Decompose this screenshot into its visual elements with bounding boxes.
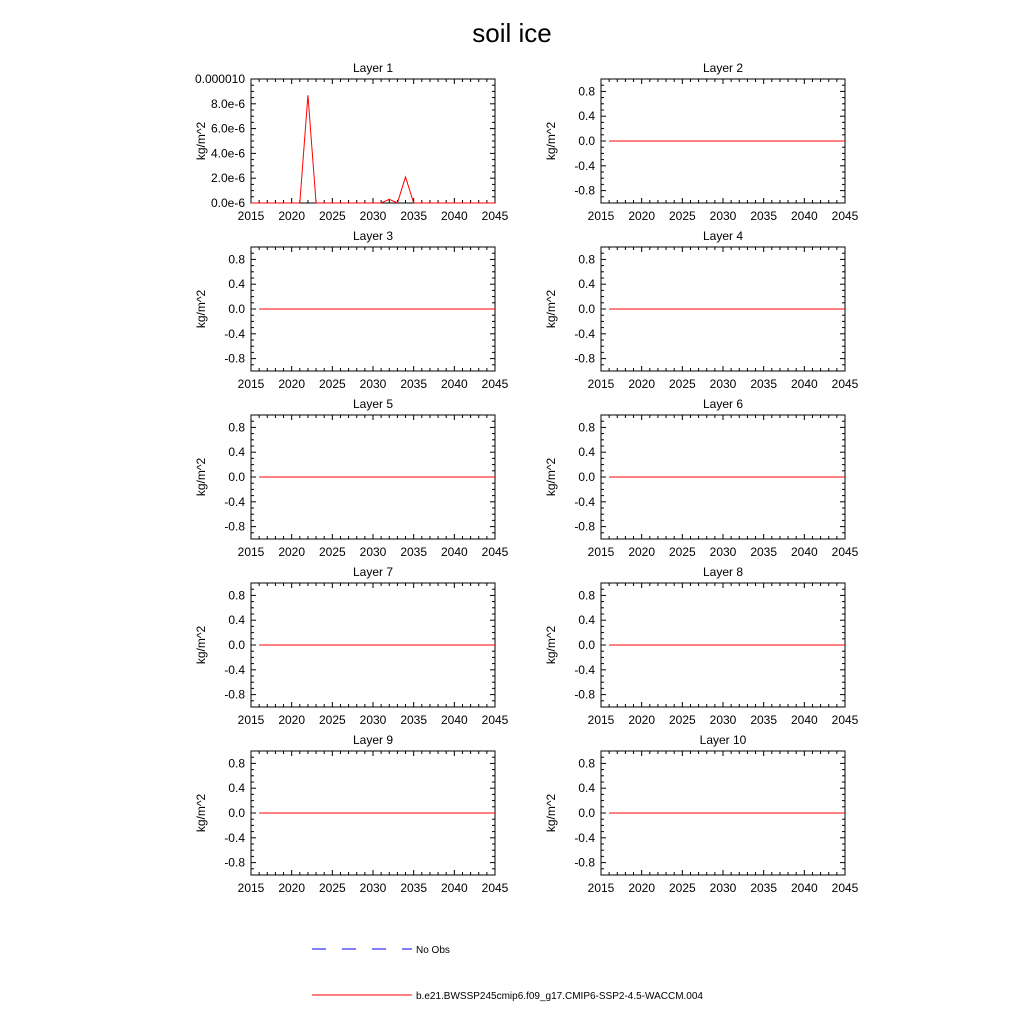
y-tick-label: -0.4 — [574, 326, 595, 341]
y-tick-label: -0.8 — [574, 687, 595, 702]
panel-layer-3 — [194, 229, 509, 391]
y-tick-label: -0.4 — [574, 158, 595, 173]
y-tick-label: 0.8 — [228, 420, 245, 435]
x-tick-label: 2035 — [400, 881, 428, 895]
x-tick-label: 2030 — [359, 713, 387, 727]
x-tick-label: 2020 — [278, 545, 306, 559]
x-tick-label: 2030 — [359, 545, 387, 559]
x-tick-label: 2020 — [278, 377, 306, 391]
x-tick-label: 2030 — [709, 881, 737, 895]
x-tick-label: 2015 — [237, 881, 265, 895]
y-axis-label: kg/m^2 — [544, 625, 558, 665]
y-tick-label: 0.4 — [228, 613, 245, 628]
x-tick-label: 2025 — [318, 377, 346, 391]
x-tick-label: 2025 — [668, 713, 696, 727]
y-axis-label: kg/m^2 — [544, 289, 558, 329]
plot-frame — [251, 79, 495, 203]
y-tick-label: 0.8 — [578, 84, 595, 99]
y-tick-label: 0.8 — [578, 252, 595, 267]
y-tick-label: -0.4 — [574, 830, 595, 845]
x-tick-label: 2040 — [440, 713, 468, 727]
x-tick-label: 2025 — [318, 881, 346, 895]
x-tick-label: 2025 — [668, 377, 696, 391]
panels — [194, 61, 859, 895]
y-tick-label: 0.0 — [578, 806, 595, 820]
legend-obs-label: No Obs — [416, 945, 450, 956]
x-tick-label: 2030 — [359, 377, 387, 391]
x-tick-label: 2035 — [750, 713, 778, 727]
panel-layer-2 — [544, 61, 859, 223]
x-tick-label: 2040 — [790, 377, 818, 391]
x-tick-label: 2020 — [278, 209, 306, 223]
x-tick-label: 2025 — [318, 545, 346, 559]
x-tick-label: 2025 — [668, 881, 696, 895]
x-tick-label: 2015 — [237, 209, 265, 223]
x-tick-label: 2015 — [237, 545, 265, 559]
y-tick-label: 0.4 — [578, 445, 595, 460]
y-tick-label: -0.8 — [574, 351, 595, 366]
x-tick-label: 2025 — [318, 713, 346, 727]
y-tick-label: -0.8 — [574, 183, 595, 198]
y-tick-label: 0.8 — [228, 756, 245, 771]
y-tick-label: 0.0 — [228, 806, 245, 820]
y-tick-label: -0.8 — [574, 519, 595, 534]
y-tick-label: 0.000010 — [194, 72, 245, 86]
x-tick-label: 2020 — [628, 881, 656, 895]
panel-title: Layer 9 — [352, 733, 394, 747]
y-tick-label: 0.8 — [578, 420, 595, 435]
panel-layer-10 — [544, 733, 859, 895]
y-tick-label: 4.0e-6 — [210, 146, 245, 161]
y-tick-label: 0.4 — [228, 277, 245, 292]
x-tick-label: 2035 — [750, 545, 778, 559]
x-tick-label: 2030 — [709, 377, 737, 391]
y-axis-label: kg/m^2 — [194, 121, 208, 161]
figure-title: soil ice — [472, 18, 552, 48]
x-tick-label: 2040 — [440, 209, 468, 223]
panel-layer-9 — [194, 733, 509, 895]
y-axis-label: kg/m^2 — [194, 793, 208, 833]
x-tick-label: 2015 — [237, 713, 265, 727]
x-tick-label: 2045 — [481, 377, 509, 391]
y-tick-label: 0.4 — [578, 781, 595, 796]
y-tick-label: 0.0 — [578, 302, 595, 316]
y-tick-label: -0.8 — [224, 687, 245, 702]
y-tick-label: 0.4 — [228, 781, 245, 796]
x-tick-label: 2020 — [628, 377, 656, 391]
panel-layer-8 — [544, 565, 859, 727]
x-tick-label: 2015 — [587, 881, 615, 895]
x-tick-label: 2025 — [668, 209, 696, 223]
x-tick-label: 2040 — [440, 545, 468, 559]
y-axis-label: kg/m^2 — [194, 625, 208, 665]
panel-layer-6 — [544, 397, 859, 559]
y-tick-label: 0.0 — [228, 638, 245, 652]
y-tick-label: -0.4 — [224, 830, 245, 845]
y-tick-label: 6.0e-6 — [210, 121, 245, 136]
x-tick-label: 2035 — [750, 209, 778, 223]
y-tick-label: 0.0 — [578, 470, 595, 484]
x-tick-label: 2040 — [790, 209, 818, 223]
x-tick-label: 2020 — [628, 209, 656, 223]
y-tick-label: 0.0 — [578, 134, 595, 148]
panel-title: Layer 2 — [702, 61, 744, 75]
y-tick-label: -0.8 — [224, 519, 245, 534]
y-axis-label: kg/m^2 — [544, 121, 558, 161]
panel-layer-4 — [544, 229, 859, 391]
x-tick-label: 2020 — [628, 713, 656, 727]
y-tick-label: -0.4 — [224, 326, 245, 341]
x-tick-label: 2045 — [481, 881, 509, 895]
panel-title: Layer 8 — [702, 565, 744, 579]
x-tick-label: 2045 — [831, 377, 859, 391]
x-tick-label: 2045 — [831, 209, 859, 223]
x-tick-label: 2045 — [481, 545, 509, 559]
panel-title: Layer 6 — [702, 397, 744, 411]
x-tick-label: 2035 — [750, 881, 778, 895]
x-tick-label: 2040 — [440, 881, 468, 895]
x-tick-label: 2030 — [359, 881, 387, 895]
y-tick-label: -0.8 — [224, 351, 245, 366]
y-tick-label: 0.0 — [228, 470, 245, 484]
x-tick-label: 2045 — [481, 713, 509, 727]
legend-model-label: b.e21.BWSSP245cmip6.f09_g17.CMIP6-SSP2-4.5-WACCM.004 — [416, 991, 703, 1002]
x-tick-label: 2040 — [790, 713, 818, 727]
panel-title: Layer 7 — [352, 565, 394, 579]
y-tick-label: -0.8 — [574, 855, 595, 870]
x-tick-label: 2045 — [481, 209, 509, 223]
y-axis-label: kg/m^2 — [194, 457, 208, 497]
y-tick-label: -0.8 — [224, 855, 245, 870]
x-tick-label: 2035 — [400, 713, 428, 727]
y-tick-label: 0.8 — [228, 588, 245, 603]
x-tick-label: 2020 — [278, 713, 306, 727]
y-tick-label: 0.4 — [578, 109, 595, 124]
x-tick-label: 2030 — [359, 209, 387, 223]
x-tick-label: 2015 — [587, 209, 615, 223]
y-tick-label: 8.0e-6 — [210, 96, 245, 111]
y-tick-label: 0.0 — [578, 638, 595, 652]
y-tick-label: 0.0e-6 — [210, 196, 245, 210]
y-tick-label: 0.4 — [578, 277, 595, 292]
y-axis-label: kg/m^2 — [544, 457, 558, 497]
x-tick-label: 2015 — [237, 377, 265, 391]
x-tick-label: 2015 — [587, 713, 615, 727]
x-tick-label: 2030 — [709, 545, 737, 559]
y-tick-label: 0.8 — [578, 588, 595, 603]
y-tick-label: -0.4 — [224, 494, 245, 509]
y-tick-label: 0.0 — [228, 302, 245, 316]
x-tick-label: 2045 — [831, 881, 859, 895]
x-tick-label: 2030 — [709, 713, 737, 727]
x-tick-label: 2025 — [668, 545, 696, 559]
x-tick-label: 2030 — [709, 209, 737, 223]
x-tick-label: 2020 — [278, 881, 306, 895]
x-tick-label: 2035 — [400, 545, 428, 559]
y-axis-label: kg/m^2 — [544, 793, 558, 833]
x-tick-label: 2040 — [790, 881, 818, 895]
x-tick-label: 2020 — [628, 545, 656, 559]
x-tick-label: 2040 — [790, 545, 818, 559]
series-line — [251, 95, 495, 203]
y-tick-label: 0.8 — [228, 252, 245, 267]
y-tick-label: 2.0e-6 — [210, 171, 245, 186]
panel-title: Layer 3 — [352, 229, 394, 243]
y-tick-label: 0.4 — [228, 445, 245, 460]
panel-title: Layer 1 — [352, 61, 394, 75]
panel-title: Layer 10 — [699, 733, 747, 747]
legend — [312, 945, 703, 1002]
y-tick-label: -0.4 — [224, 662, 245, 677]
x-tick-label: 2035 — [400, 209, 428, 223]
x-tick-label: 2040 — [440, 377, 468, 391]
x-tick-label: 2045 — [831, 545, 859, 559]
y-axis-label: kg/m^2 — [194, 289, 208, 329]
panel-title: Layer 4 — [702, 229, 744, 243]
x-tick-label: 2025 — [318, 209, 346, 223]
x-tick-label: 2045 — [831, 713, 859, 727]
panel-layer-1 — [194, 61, 509, 223]
x-tick-label: 2015 — [587, 545, 615, 559]
x-tick-label: 2035 — [750, 377, 778, 391]
y-tick-label: -0.4 — [574, 494, 595, 509]
x-tick-label: 2035 — [400, 377, 428, 391]
panel-title: Layer 5 — [352, 397, 394, 411]
y-tick-label: 0.4 — [578, 613, 595, 628]
x-tick-label: 2015 — [587, 377, 615, 391]
y-tick-label: 0.8 — [578, 756, 595, 771]
panel-layer-7 — [194, 565, 509, 727]
panel-layer-5 — [194, 397, 509, 559]
y-tick-label: -0.4 — [574, 662, 595, 677]
